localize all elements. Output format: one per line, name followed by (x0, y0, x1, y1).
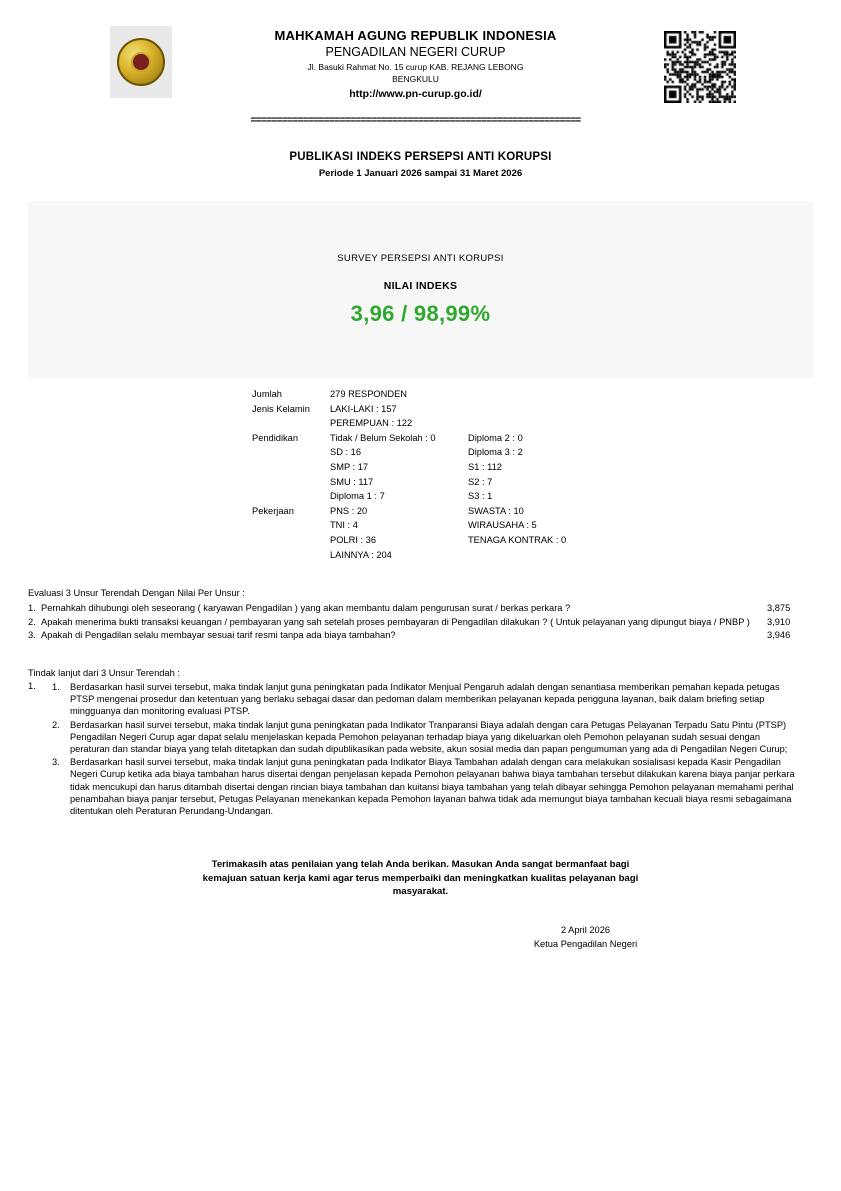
evaluation-heading: Evaluasi 3 Unsur Terendah Dengan Nilai Per Unsur : (28, 588, 245, 599)
education-right-0: Diploma 2 : 0 (468, 432, 523, 443)
education-right-4: S3 : 1 (468, 491, 493, 502)
signature-title: Ketua Pengadilan Negeri (533, 938, 638, 949)
evaluation-item-text: Apakah di Pengadilan selalu membayar sesuai tarif resmi tanpa ada biaya tambahan? (41, 630, 396, 641)
evaluation-section (28, 588, 813, 951)
job-line (330, 548, 841, 563)
gender-female-value: PEREMPUAN : 122 (330, 418, 413, 429)
publication-title-block (0, 151, 841, 179)
followup-item-text: Berdasarkan hasil survei tersebut, maka tindak lanjut guna peningkatan pada Indikator Menjual Pengaruh adalah dengan senantiasa memberikan pemahan kepada petugas PTSP mengenai prosedur dan ketentuan yang berlaku sebagai dasar dan pedoman dalam memberikan pelayanan kepada pengguna layanan, baik dalam briefing setiap mingguanya dan monitoring evaluasi PTSP. (70, 681, 780, 717)
job-right-0: SWASTA : 10 (468, 505, 524, 516)
education-line (330, 445, 841, 460)
education-line (330, 475, 841, 490)
court-address: Jl. Basuki Rahmat No. 15 curup KAB. REJANG LEBONG (307, 62, 524, 72)
court-name: PENGADILAN NEGERI CURUP (325, 45, 506, 59)
signature-block (28, 924, 813, 951)
job-left-3: LAINNYA : 204 (330, 549, 392, 560)
followup-item (52, 719, 813, 756)
respondent-row-gender (252, 402, 841, 431)
education-right-1: Diploma 3 : 2 (468, 447, 523, 458)
respondent-row-jumlah (252, 387, 841, 402)
job-left-2: POLRI : 36 (330, 534, 376, 545)
followup-item (52, 681, 813, 718)
evaluation-item-text: Pernahkah dihubungi oleh seseorang ( karyawan Pengadilan ) yang akan membantu dalam pengurusan surat / berkas perkara ? (41, 603, 571, 614)
index-card (28, 201, 813, 378)
gender-label: Jenis Kelamin (252, 403, 310, 414)
qr-code-icon (659, 26, 741, 108)
evaluation-item-score: 3,910 (767, 616, 791, 627)
supreme-court-emblem-icon (110, 26, 172, 98)
job-left-1: TNI : 4 (330, 520, 358, 531)
respondent-summary (0, 387, 841, 562)
education-left-2: SMP : 17 (330, 461, 369, 472)
evaluation-item-number: 1. (28, 603, 36, 614)
court-title: MAHKAMAH AGUNG REPUBLIK INDONESIA (274, 28, 557, 43)
header-separator: =============================================================== (250, 115, 581, 126)
closing-message: Terimakasih atas penilaian yang telah Anda berikan. Masukan Anda sangat bermanfaat bagi kemajuan satuan kerja kami agar terus memperbaiki dan meningkatkan kualitas pelayanan bagi masyarakat. (202, 859, 639, 897)
followup-item-text: Berdasarkan hasil survei tersebut, maka tindak lanjut guna peningkatan pada Indikator Tranparansi Biaya adalah dengan cara Petugas Pelayanan Terpadu Satu Pintu (PTSP) Pengadilan Negeri Curup agar dapat selalu menjelaskan kepada Pemohon pelayanan terhadap biaya yang dikeluarkan oleh Pemohon pelayanan sudah sesuai dengan peraturan dan standar biaya yang telah ditetapkan dan sudah dipublikasikan pada website, akun sosial media dan papan pengumuman yang ada di Pengadilan Negeri Curup; (70, 719, 788, 754)
respondent-row-job (252, 504, 841, 562)
court-website: http://www.pn-curup.go.id/ (349, 88, 482, 100)
job-right-3 (468, 548, 841, 563)
job-right-1: WIRAUSAHA : 5 (468, 520, 537, 531)
followup-heading: Tindak lanjut dari 3 Unsur Terendah : (28, 667, 180, 678)
evaluation-item-number: 2. (28, 616, 36, 627)
gender-male-value: LAKI-LAKI : 157 (330, 403, 397, 414)
page-title: PUBLIKASI INDEKS PERSEPSI ANTI KORUPSI (289, 151, 552, 163)
evaluation-item (28, 629, 813, 642)
followup-item-number: 2. (52, 719, 60, 730)
education-left-4: Diploma 1 : 7 (330, 491, 385, 502)
followup-item (52, 756, 813, 817)
document-header (0, 0, 841, 127)
education-right-2: S1 : 112 (468, 461, 502, 472)
job-line (330, 504, 841, 519)
evaluation-item-text: Apakah menerima bukti transaksi keuangan / pembayaran yang sah setelah proses pembayaran di Pengadilan dilakukan ? ( Untuk pelayanan yang dipungut biaya / PNBP ) (41, 616, 750, 627)
signature-date: 2 April 2026 (560, 925, 611, 936)
education-line (330, 431, 841, 446)
education-left-1: SD : 16 (330, 447, 362, 458)
followup-item-number: 1. (52, 681, 60, 692)
education-left-0: Tidak / Belum Sekolah : 0 (330, 432, 436, 443)
followup-outer-number: 1. (28, 680, 36, 691)
evaluation-item (28, 616, 813, 629)
page-period: Periode 1 Januari 2026 sampai 31 Maret 2026 (318, 168, 523, 179)
index-label: NILAI INDEKS (383, 279, 458, 292)
respondent-row-education (252, 431, 841, 504)
education-left-3: SMU : 117 (330, 476, 374, 487)
followup-item-number: 3. (52, 757, 60, 768)
job-left-0: PNS : 20 (330, 505, 368, 516)
job-right-2: TENAGA KONTRAK : 0 (468, 534, 567, 545)
jumlah-label: Jumlah (252, 389, 282, 399)
followup-section (28, 681, 813, 818)
education-label: Pendidikan (252, 432, 299, 443)
evaluation-item (28, 602, 813, 615)
jumlah-value: 279 RESPONDEN (330, 389, 407, 399)
survey-label: SURVEY PERSEPSI ANTI KORUPSI (337, 252, 504, 264)
job-line (330, 518, 841, 533)
job-line (330, 533, 841, 548)
index-value: 3,96 / 98,99% (350, 300, 491, 326)
education-line (330, 489, 841, 504)
followup-item-text: Berdasarkan hasil survei tersebut, maka tindak lanjut guna peningkatan pada Indikator Biaya Tambahan adalah dengan cara melakukan sosialisasi kepada Kasir Pengadilan Negeri Curup ketika ada biaya tambahan harus disertai dengan penjelasan kepada Pemohon pelayanan bahwa biaya tambahan tersebut dilakukan karena biaya panjar perkara tidak mencukupi dan harus ditambah disertai dengan rincian biaya tambahan dan kuitansi biaya tambahan yang telah dibayar sehingga Pemohon pelayanan memahami perihal penambahan biaya panjar tersebut, Petugas Pelayanan menekankan kepada Pemohon layanan bahwa tidak ada memungut biaya tambahan kecuali biaya resmi sebagaimana ditentukan oleh Peraturan Perundang-Undangan. (70, 757, 795, 816)
evaluation-item-score: 3,946 (767, 630, 791, 641)
education-line (330, 460, 841, 475)
evaluation-item-number: 3. (28, 630, 36, 641)
education-right-3: S2 : 7 (468, 476, 493, 487)
job-label: Pekerjaan (252, 505, 294, 516)
court-region: BENGKULU (392, 74, 439, 84)
header-text-block (172, 28, 659, 127)
evaluation-item-score: 3,875 (767, 603, 791, 614)
